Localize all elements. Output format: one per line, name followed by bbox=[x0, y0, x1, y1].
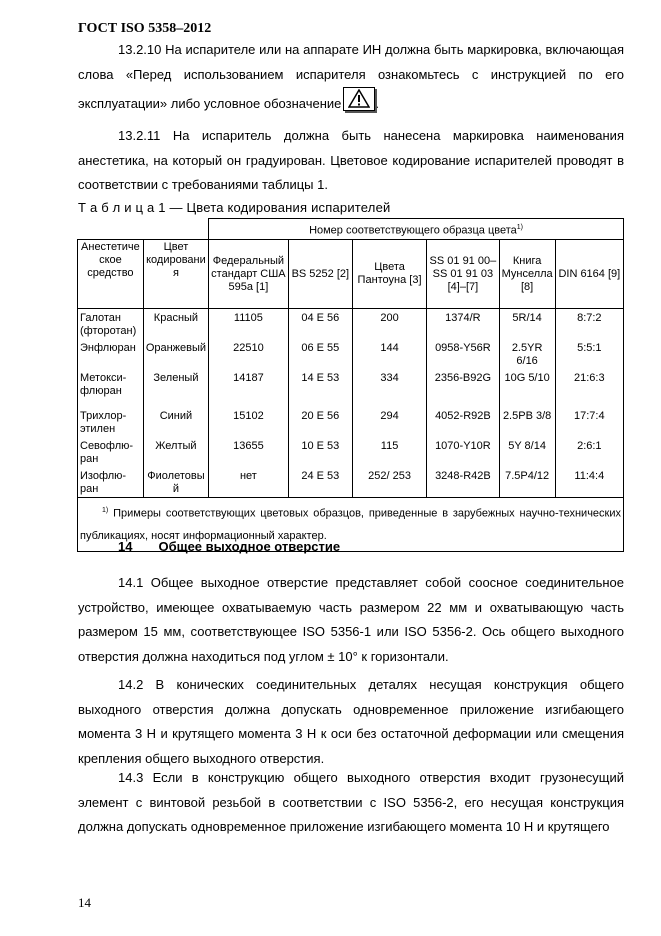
table-cell: Красный bbox=[143, 309, 208, 340]
table-row bbox=[78, 467, 624, 498]
table-cell: Фиолетовы й bbox=[143, 467, 208, 498]
column-header: SS 01 91 00–SS 01 91 03 [4]–[7] bbox=[427, 240, 499, 309]
table-cell: Энфлюран bbox=[78, 339, 144, 369]
column-header: DIN 6164 [9] bbox=[555, 240, 623, 309]
table-cell: 11:4:4 bbox=[555, 467, 623, 498]
table-cell: 200 bbox=[352, 309, 426, 340]
document-header: ГОСТ ISO 5358–2012 bbox=[78, 21, 212, 36]
table-cell: 7.5P4/12 bbox=[499, 467, 555, 498]
table-cell: 14187 bbox=[209, 369, 289, 407]
column-header: Цвет кодировани я bbox=[143, 240, 208, 309]
table-cell: 13655 bbox=[209, 437, 289, 467]
table-caption: Т а б л и ц а 1 — Цвета кодирования испарителей bbox=[78, 200, 391, 215]
paragraph-13-2-10 bbox=[78, 38, 624, 117]
table-cell: 21:6:3 bbox=[555, 369, 623, 407]
table-cell: Оранжевый bbox=[143, 339, 208, 369]
table-cell: 0958-Y56R bbox=[427, 339, 499, 369]
table-cell: Зеленый bbox=[143, 369, 208, 407]
column-header: Федеральный стандарт США 595а [1] bbox=[209, 240, 289, 309]
table-cell: 4052-R92B bbox=[427, 407, 499, 437]
table-row bbox=[78, 339, 624, 369]
warning-sign-icon bbox=[343, 87, 375, 111]
column-header: BS 5252 [2] bbox=[288, 240, 352, 309]
table-cell: 294 bbox=[352, 407, 426, 437]
table-cell: Метокси-флюран bbox=[78, 369, 144, 407]
table-row bbox=[78, 369, 624, 407]
column-header: Цвета Пантоуна [3] bbox=[352, 240, 426, 309]
table-cell: Трихлор-этилен bbox=[78, 407, 144, 437]
table-footnote: $^{1)}$ Примеры соответствующих цветовых образцов, приведенные в зарубежных научно-технических публикациях, носят информационный характер. bbox=[78, 498, 624, 552]
table-cell: 1374/R bbox=[427, 309, 499, 340]
table-cell: 8:7:2 bbox=[555, 309, 623, 340]
table-cell: 5:5:1 bbox=[555, 339, 623, 369]
table-cell: 14 E 53 bbox=[288, 369, 352, 407]
table-cell: Галотан (фторотан) bbox=[78, 309, 144, 340]
table-cell: нет bbox=[209, 467, 289, 498]
table-cell: 20 E 56 bbox=[288, 407, 352, 437]
column-header: Анестетиче ское средство bbox=[78, 240, 144, 309]
table-cell: 5Y 8/14 bbox=[499, 437, 555, 467]
table-cell: 11105 bbox=[209, 309, 289, 340]
table-row bbox=[78, 407, 624, 437]
table-cell: 04 E 56 bbox=[288, 309, 352, 340]
table-cell: 24 E 53 bbox=[288, 467, 352, 498]
table-cell: 10G 5/10 bbox=[499, 369, 555, 407]
section-heading: 14 Общее выходное отверстие bbox=[118, 539, 341, 554]
table-cell: 3248-R42B bbox=[427, 467, 499, 498]
table-cell: 252/ 253 bbox=[352, 467, 426, 498]
paragraph-text: 13.2.10 На испарителе или на аппарате ИН должна быть маркировка, включающая слова «Перед использованием испарителя ознакомьтесь с инструкцией по его эксплуатации» либо условное обозначение bbox=[78, 42, 624, 111]
paragraph-14-2: 14.2 В конических соединительных деталях несущая конструкция общего выходного отверстия должна допускать одновременное приложение изгибающего момента 3 Н и крутящего момента 3 Н к оси без остаточной деформации или смещения крепления общего выходного отверстия. bbox=[78, 677, 624, 766]
table-cell: 06 E 55 bbox=[288, 339, 352, 369]
table-row bbox=[78, 309, 624, 340]
table-cell: Изофлю-ран bbox=[78, 467, 144, 498]
table-cell: 2:6:1 bbox=[555, 437, 623, 467]
table-row bbox=[78, 437, 624, 467]
page-number: 14 bbox=[78, 895, 91, 910]
column-headers bbox=[78, 240, 624, 309]
table-cell: Севофлю-ран bbox=[78, 437, 144, 467]
table-cell: 2.5YR 6/16 bbox=[499, 339, 555, 369]
table-cell: Синий bbox=[143, 407, 208, 437]
table-cell: 5R/14 bbox=[499, 309, 555, 340]
table-cell: 17:7:4 bbox=[555, 407, 623, 437]
paragraph-14-1: 14.1 Общее выходное отверстие представляет собой соосное соединительное устройство, имеющее охватываемую часть размером 22 мм и охватывающую часть размером 15 мм, соответствующее ISO 5356-1 или ISO 5356-2. Ось общего выходного отверстия должна находиться под углом ± 10° к горизонтали. bbox=[78, 575, 624, 664]
table-cell: 115 bbox=[352, 437, 426, 467]
paragraph-14-3: 14.3 Если в конструкцию общего выходного отверстия входит грузонесущий элемент с винтовой резьбой в соответствии с ISO 5356-2, его несущая конструкция должна допускать одновременное приложение изгибающего момента 10 Н и крутящего bbox=[78, 770, 624, 834]
table-cell: 10 E 53 bbox=[288, 437, 352, 467]
color-coding-table bbox=[77, 218, 624, 552]
table-cell: 2356-B92G bbox=[427, 369, 499, 407]
table-cell: 22510 bbox=[209, 339, 289, 369]
table-cell: 15102 bbox=[209, 407, 289, 437]
group-header: Номер соответствующего образца цвета$^{1)}$ bbox=[209, 219, 624, 240]
paragraph-13-2-11: 13.2.11 На испаритель должна быть нанесена маркировка наименования анестетика, на который он градуирован. Цветовое кодирование испарителей проводят в соответствии с требованиями таблицы 1. bbox=[78, 128, 624, 192]
table-cell: 334 bbox=[352, 369, 426, 407]
table-cell: 2.5PB 3/8 bbox=[499, 407, 555, 437]
table-cell: 144 bbox=[352, 339, 426, 369]
table-cell: Желтый bbox=[143, 437, 208, 467]
column-header: Книга Мунселла [8] bbox=[499, 240, 555, 309]
paragraph-end: . bbox=[375, 96, 379, 111]
table-cell: 1070-Y10R bbox=[427, 437, 499, 467]
